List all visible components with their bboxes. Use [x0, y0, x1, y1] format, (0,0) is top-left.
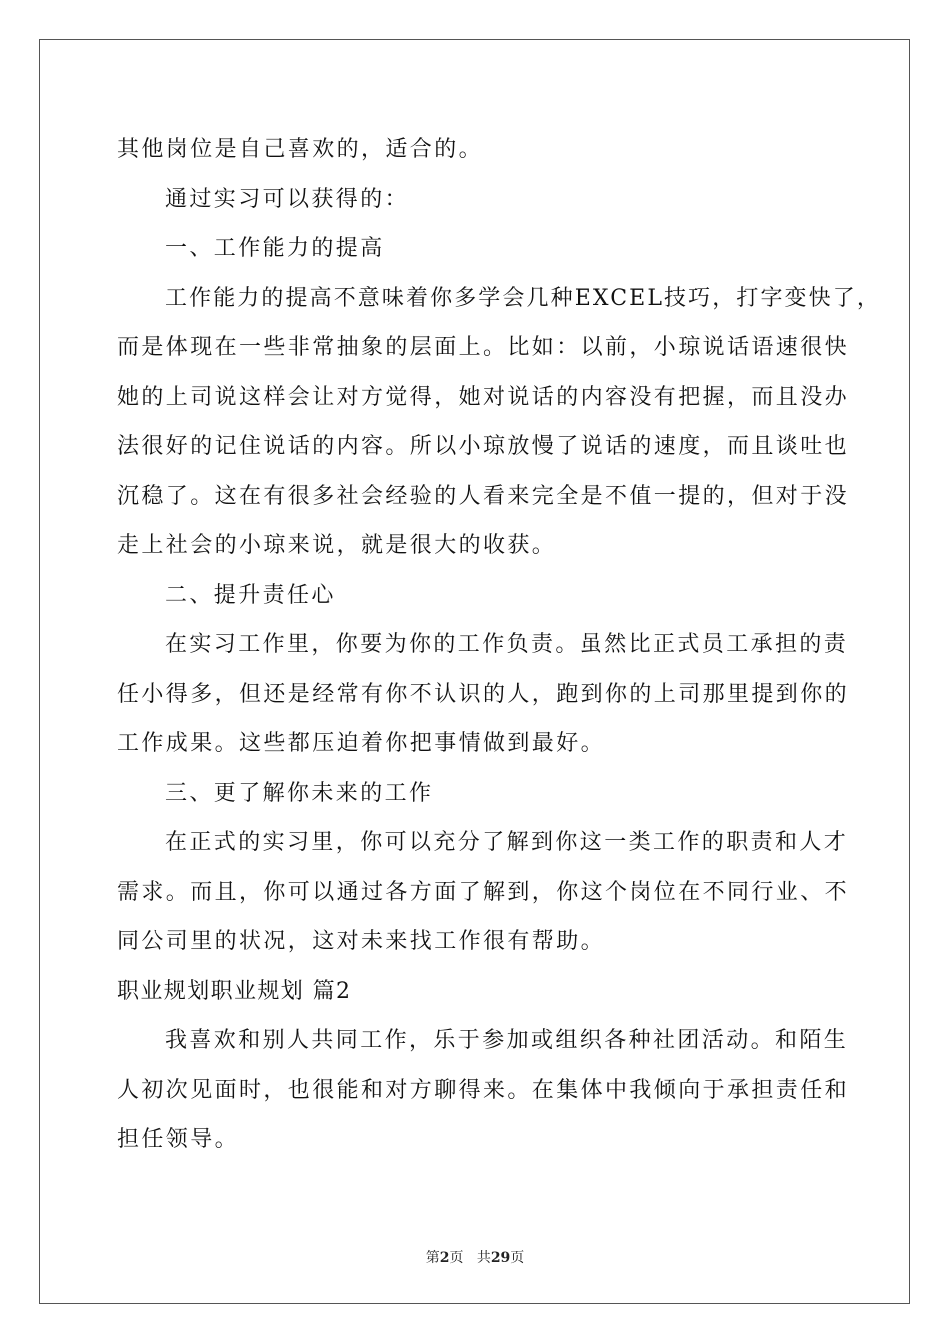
paragraph-line: 沉稳了。这在有很多社会经验的人看来完全是不值一提的，但对于没: [117, 483, 850, 509]
paragraph-line: 她的上司说这样会让对方觉得，她对说话的内容没有把握，而且没办: [117, 384, 850, 410]
paragraph-line: 同公司里的状况，这对未来找工作很有帮助。: [117, 929, 606, 954]
page-prefix: 第: [425, 1250, 440, 1266]
paragraph-line: 通过实习可以获得的：: [165, 186, 410, 212]
paragraph-line: 工作成果。这些都压迫着你把事情做到最好。: [117, 731, 606, 756]
chapter-heading: 职业规划职业规划 篇2: [117, 978, 352, 1004]
document-body: [117, 125, 881, 1165]
section-heading: 三、更了解你未来的工作: [165, 780, 434, 806]
page-number: 2: [439, 1250, 450, 1266]
paragraph-line: 担任领导。: [117, 1127, 240, 1152]
paragraph-line: 我喜欢和别人共同工作，乐于参加或组织各种社团活动。和陌生: [165, 1028, 849, 1053]
paragraph-line: 在正式的实习里，你可以充分了解到你这一类工作的职责和人才: [165, 830, 849, 855]
paragraph-line: 需求。而且，你可以通过各方面了解到，你这个岗位在不同行业、不: [117, 879, 850, 905]
section-heading: 二、提升责任心: [165, 582, 336, 608]
paragraph-line: 而是体现在一些非常抽象的层面上。比如：以前，小琼说话语速很快: [117, 335, 850, 360]
total-suffix: 页: [510, 1250, 525, 1266]
paragraph-line: 法很好的记住说话的内容。所以小琼放慢了说话的速度，而且谈吐也: [117, 434, 850, 459]
total-prefix: 共: [476, 1250, 491, 1266]
paragraph-line: 任小得多，但还是经常有你不认识的人，跑到你的上司那里提到你的: [117, 681, 850, 707]
paragraph-line: 其他岗位是自己喜欢的，适合的。: [117, 137, 484, 162]
paragraph-line: 在实习工作里，你要为你的工作负责。虽然比正式员工承担的责: [165, 632, 849, 657]
section-heading: 一、工作能力的提高: [165, 236, 385, 261]
paragraph-line: 走上社会的小琼来说，就是很大的收获。: [117, 533, 557, 558]
total-pages: 29: [490, 1250, 511, 1266]
paragraph-line: 人初次见面时，也很能和对方聊得来。在集体中我倾向于承担责任和: [117, 1077, 850, 1103]
page-footer: [0, 1247, 950, 1267]
page-suffix: 页: [449, 1250, 464, 1266]
paragraph-line: 工作能力的提高不意味着你多学会几种EXCEL技巧，打字变快了，: [165, 285, 881, 311]
